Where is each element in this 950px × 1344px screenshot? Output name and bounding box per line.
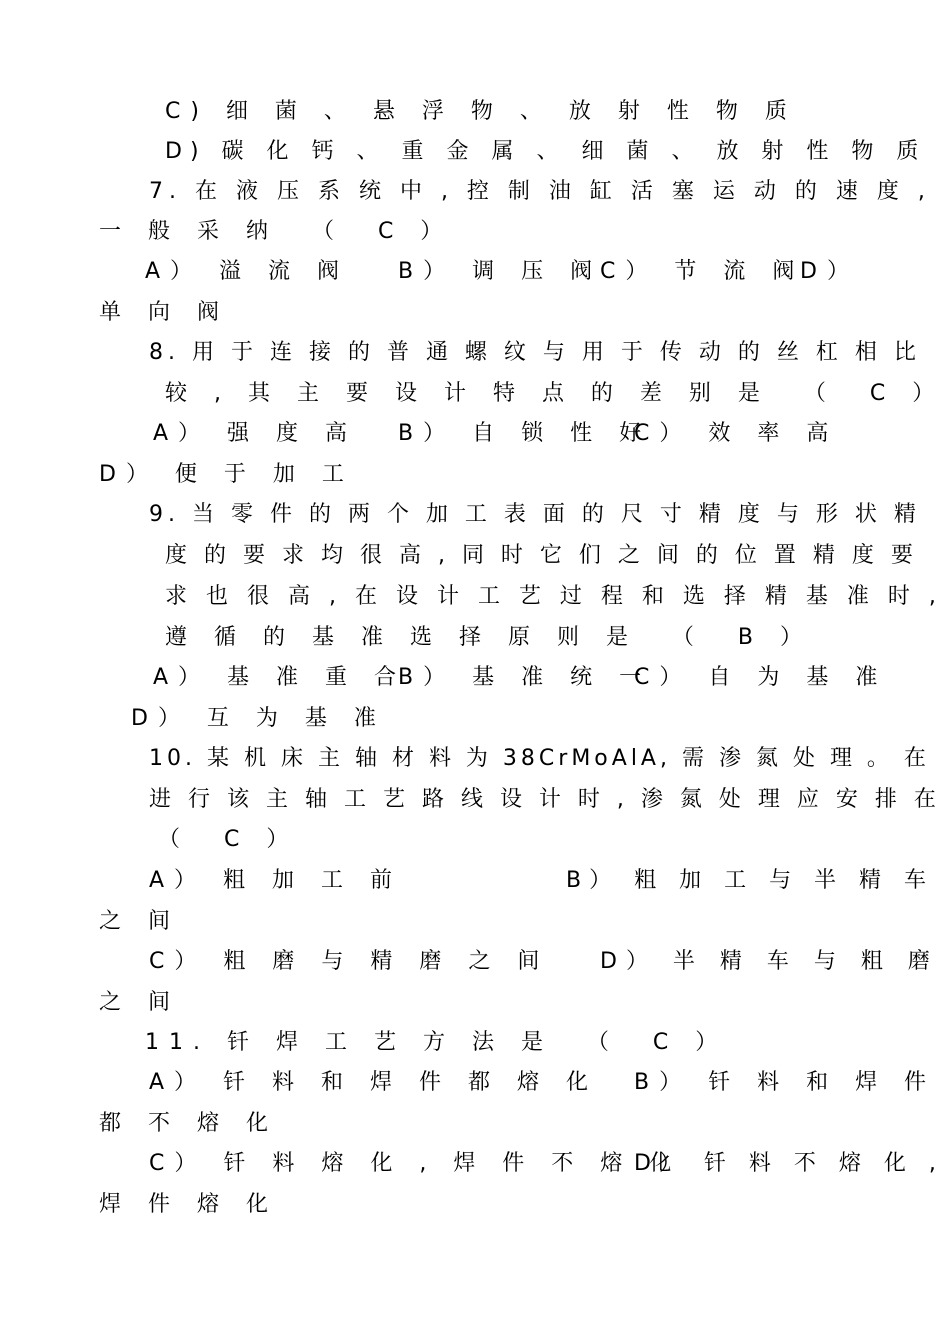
q9-option-b: B） 基 准 统 一	[398, 665, 652, 690]
q6-option-c: C) 细 菌 、 悬 浮 物 、 放 射 性 物 质	[165, 99, 797, 124]
q9-stem-line3: 求 也 很 高 , 在 设 计 工 艺 过 程 和 选 择 精 基 准 时 ,	[165, 584, 942, 609]
q10-stem-line3: （ C ）	[158, 827, 299, 852]
q8-option-c: C） 效 率 高	[634, 421, 839, 446]
q7-option-d-cont: 单 向 阀	[99, 300, 229, 325]
q9-option-d: D） 互 为 基 准	[131, 706, 386, 731]
q8-option-d: D） 便 于 加 工	[99, 462, 354, 487]
q10-stem-line2: 进 行 该 主 轴 工 艺 路 线 设 计 时 , 渗 氮 处 理 应 安 排 在	[149, 787, 941, 812]
q7-option-c: C） 节 流 阀	[600, 259, 805, 284]
q9-option-a: A） 基 准 重 合	[153, 665, 407, 690]
q11-option-c: C） 钎 料 熔 化 , 焊 件 不 熔 化	[149, 1151, 682, 1176]
q11-option-d-cont: 焊 件 熔 化	[99, 1192, 278, 1217]
q10-stem-line1: 10. 某 机 床 主 轴 材 料 为 38CrMoAlA, 需 渗 氮 处 理 。 在	[149, 746, 930, 771]
q9-option-c: C） 自 为 基 准	[634, 665, 888, 690]
q8-option-b: B） 自 锁 性 好	[398, 421, 652, 446]
q11-option-b: B） 钎 料 和 焊 件	[634, 1070, 937, 1095]
q8-option-a: A） 强 度 高	[153, 421, 358, 446]
q6-option-d: D) 碳 化 钙 、 重 金 属 、 细 菌 、 放 射 性 物 质	[165, 139, 927, 164]
q7-stem-line2: 一 般 采 纳 （ C ）	[99, 219, 453, 244]
q7-option-d: D）	[800, 259, 859, 284]
q10-option-b-cont: 之 间	[99, 909, 180, 934]
q8-stem-line1: 8. 用 于 连 接 的 普 通 螺 纹 与 用 于 传 动 的 丝 杠 相 比	[149, 340, 921, 365]
q11-stem: 11. 钎 焊 工 艺 方 法 是 （ C ）	[145, 1030, 728, 1055]
q9-stem-line2: 度 的 要 求 均 很 高 , 同 时 它 们 之 间 的 位 置 精 度 要	[165, 543, 918, 568]
q7-option-a: A） 溢 流 阀	[145, 259, 350, 284]
q11-option-d: D） 钎 料 不 熔 化 ,	[634, 1151, 944, 1176]
q10-option-d-cont: 之 间	[99, 990, 180, 1015]
q11-option-b-cont: 都 不 熔 化	[99, 1111, 278, 1136]
q8-stem-line2: 较 , 其 主 要 设 计 特 点 的 差 别 是 （ C ）	[165, 381, 945, 406]
q10-option-a: A） 粗 加 工 前	[149, 868, 403, 893]
q7-stem-line1: 7. 在 液 压 系 统 中 , 控 制 油 缸 活 塞 运 动 的 速 度 ,	[149, 179, 931, 204]
q9-stem-line1: 9. 当 零 件 的 两 个 加 工 表 面 的 尺 寸 精 度 与 形 状 精	[149, 502, 921, 527]
q10-option-d: D） 半 精 车 与 粗 磨	[600, 949, 939, 974]
q7-option-b: B） 调 压 阀	[398, 259, 603, 284]
q9-stem-line4: 遵 循 的 基 准 选 择 原 则 是 （ B ）	[165, 625, 812, 650]
q10-option-c: C） 粗 磨 与 精 磨 之 间	[149, 949, 550, 974]
q10-option-b: B） 粗 加 工 与 半 精 车	[566, 868, 935, 893]
q11-option-a: A） 钎 料 和 焊 件 都 熔 化	[149, 1070, 598, 1095]
